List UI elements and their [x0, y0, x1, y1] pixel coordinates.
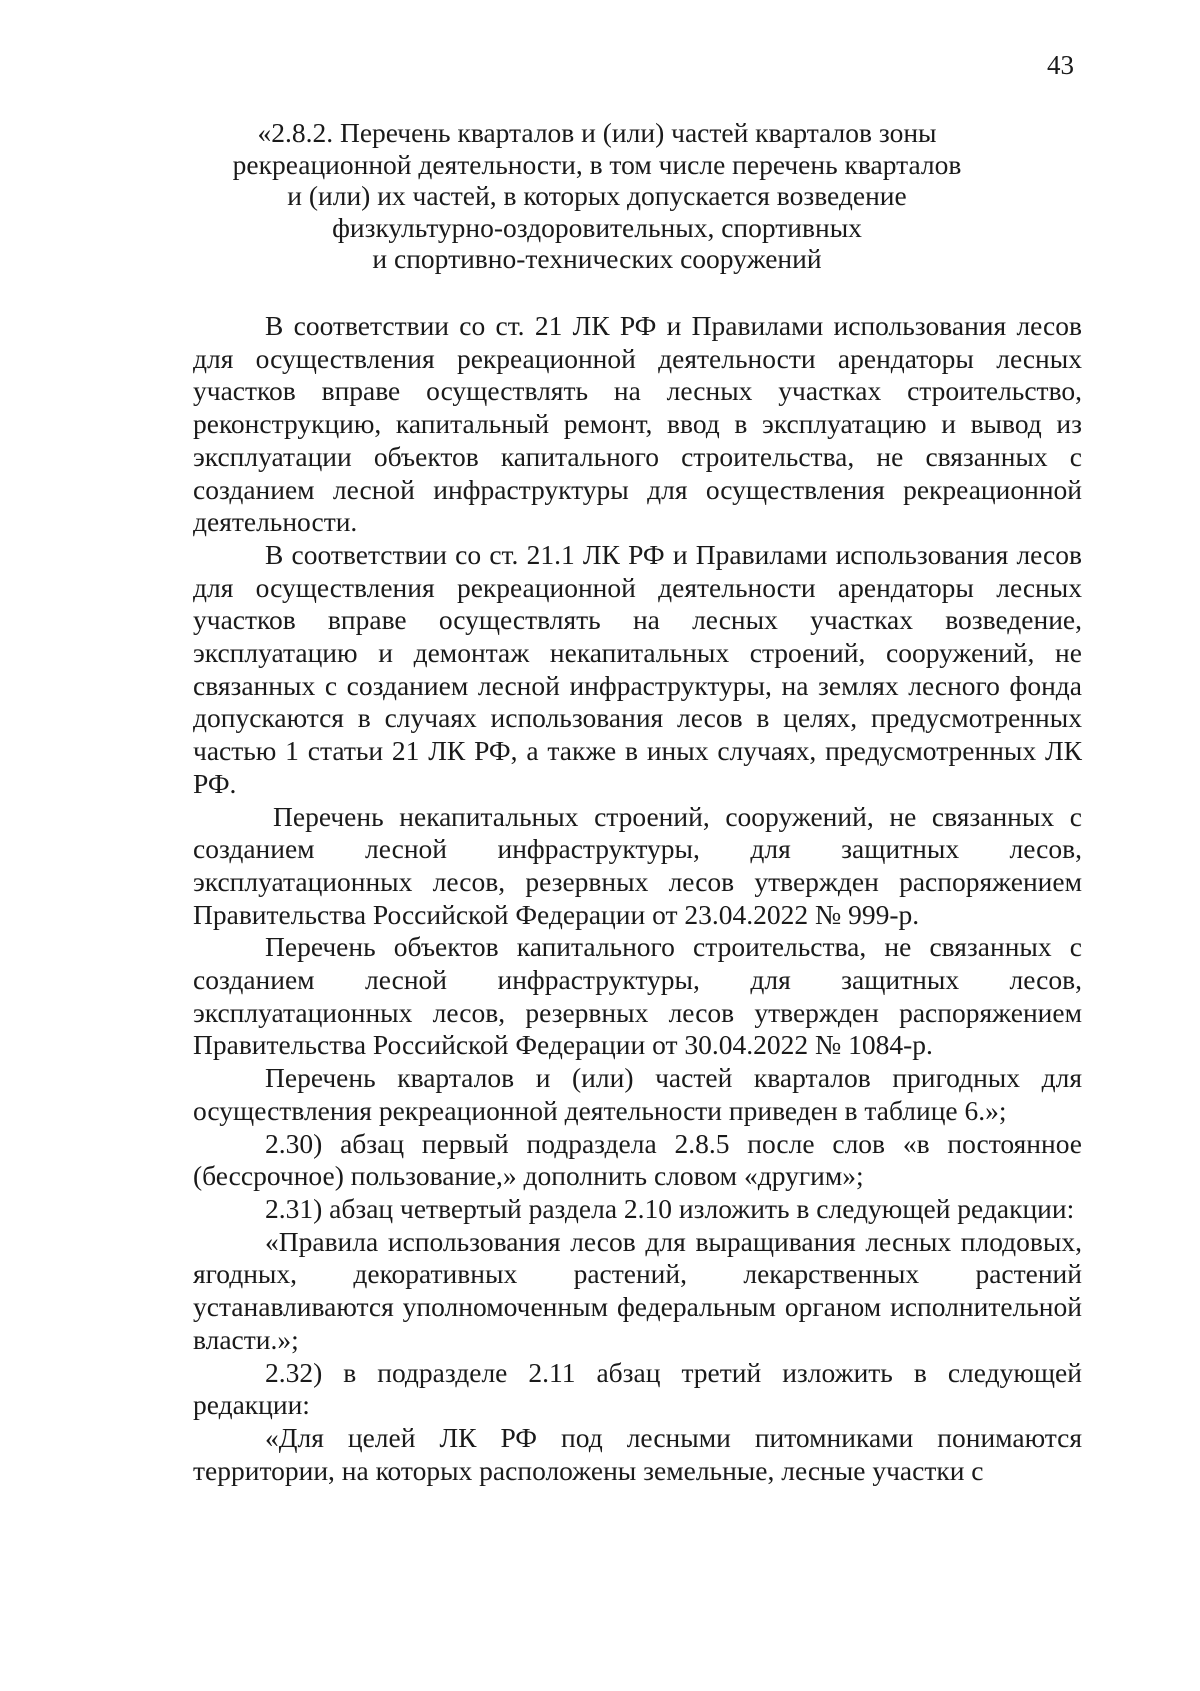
paragraph: В соответствии со ст. 21.1 ЛК РФ и Правилами использования лесов для осуществления рекреационной деятельности арендаторы лесных участков вправе осуществлять на лесных участках возведение, эксплуатацию и демонтаж некапитальных строений, сооружений, не связанных с созданием лесной инфраструктуры, на землях лесного фонда допускаются в случаях использования лесов в целях, предусмотренных частью 1 статьи 21 ЛК РФ, а также в иных случаях, предусмотренных ЛК РФ. [193, 538, 1082, 799]
paragraph: 2.31) абзац четвертый раздела 2.10 изложить в следующей редакции: [265, 1192, 1075, 1224]
paragraph: «Правила использования лесов для выращивания лесных плодовых, ягодных, декоративных растений, лекарственных растений устанавливаются уполномоченным федеральным органом исполнительной власти.»; [193, 1225, 1082, 1355]
heading-line: и спортивно-технических сооружений [372, 243, 822, 274]
heading-line: физкультурно-оздоровительных, спортивных [332, 211, 862, 243]
paragraph: В соответствии со ст. 21 ЛК РФ и Правилами использования лесов для осуществления рекреационной деятельности арендаторы лесных участков вправе осуществлять на лесных участках строительство, реконструкцию, капитальный ремонт, ввод в эксплуатацию и вывод из эксплуатации объектов капитального строительства, не связанных с созданием лесной инфраструктуры для осуществления рекреационной деятельности. [193, 310, 1082, 538]
page-number: 43 [1047, 50, 1074, 80]
document-body [193, 310, 1082, 1487]
heading-line: и (или) их частей, в которых допускается возведение [287, 180, 907, 211]
paragraph: Перечень кварталов и (или) частей кварталов пригодных для осуществления рекреационной деятельности приведен в таблице 6.»; [193, 1062, 1082, 1126]
section-heading [160, 117, 1034, 275]
paragraph: Перечень некапитальных строений, сооружений, не связанных с созданием лесной инфраструктуры, для защитных лесов, эксплуатационных лесов, резервных лесов утвержден распоряжением Правительства Российской Федерации от 23.04.2022 № 999-р. [193, 800, 1082, 930]
paragraph: 2.30) абзац первый подраздела 2.8.5 после слов «в постоянное (бессрочное) пользование,» дополнить словом «другим»; [193, 1127, 1082, 1192]
heading-line: рекреационной деятельности, в том числе перечень кварталов [232, 148, 962, 180]
paragraph: Перечень объектов капитального строительства, не связанных с созданием лесной инфраструктуры, для защитных лесов, эксплуатационных лесов, резервных лесов утвержден распоряжением Правительства Российской Федерации от 30.04.2022 № 1084-р. [193, 931, 1082, 1061]
paragraph: 2.32) в подразделе 2.11 абзац третий изложить в следующей редакции: [193, 1356, 1082, 1421]
paragraph: «Для целей ЛК РФ под лесными питомниками понимаются территории, на которых расположены земельные, лесные участки с [193, 1421, 1082, 1486]
heading-line: «2.8.2. Перечень кварталов и (или) частей кварталов зоны [257, 117, 937, 148]
